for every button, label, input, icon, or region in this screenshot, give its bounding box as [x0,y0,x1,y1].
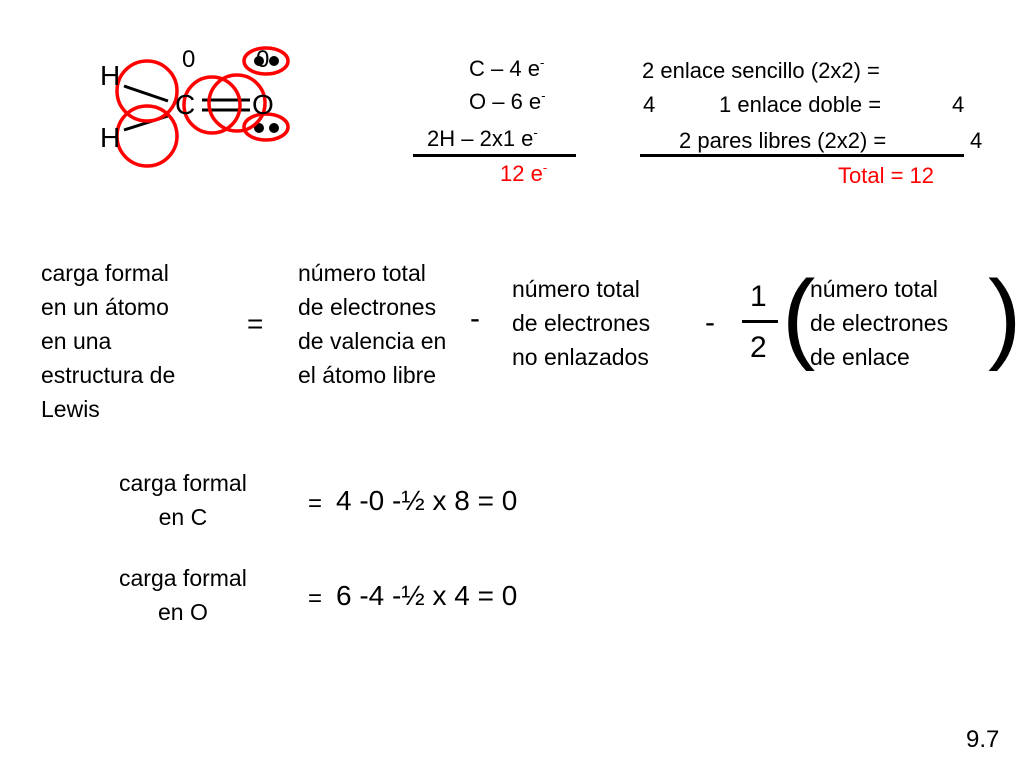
single-bonds-value: 4 [643,92,656,117]
calc-o-equals: = [308,585,323,612]
h-c-bond-top [124,86,168,101]
count-total: 12 e- [500,159,548,186]
slide-number: 9.7 [966,726,1000,753]
lone-pairs-label: 2 pares libres (2x2) = [679,128,887,153]
calc-c-equals: = [308,490,323,517]
formula-minus-1: - [470,302,480,335]
count-c: C – 4 e- [469,54,545,81]
calc-c-label: carga formal en C [119,470,247,530]
circle-h-top [117,61,177,121]
count-h: 2H – 2x1 e- [427,124,538,151]
formula-minus-2: - [705,306,715,339]
formula-equals: = [247,308,264,339]
bond-sum-line [640,154,964,157]
formula-lhs: carga formal en un átomo en una estructura de Lewis [41,260,176,422]
fraction-numerator: 1 [750,280,767,313]
formula-nonbonding-term: número total de electrones no enlazados [512,276,651,370]
bond-total: Total = 12 [838,163,935,188]
formula-valence-term: número total de electrones de valencia en el átomo libre [298,260,447,388]
count-sum-line [413,154,576,157]
single-bonds-label: 2 enlace sencillo (2x2) = [642,58,880,83]
atom-c: C [175,89,196,120]
atom-h-bottom: H [100,122,121,153]
formal-charge-o: 0 [256,46,270,73]
calc-o-label: carga formal en O [119,565,247,625]
double-bond-label: 1 enlace doble = [719,92,882,117]
atom-h-top: H [100,60,121,91]
atom-o: O [252,89,274,120]
lone-pair-bottom [254,123,279,133]
formal-charge-c: 0 [182,46,196,73]
count-o: O – 6 e- [469,87,546,114]
formula-bonding-term: número total de electrones de enlace [810,276,949,370]
fraction-denominator: 2 [750,331,767,364]
fraction-bar [742,320,778,323]
paren-open: ( [782,260,816,372]
calc-o-expression: 6 -4 -½ x 4 = 0 [336,580,518,611]
paren-close: ) [988,260,1022,372]
double-bond-value: 4 [952,92,965,117]
calc-c-expression: 4 -0 -½ x 8 = 0 [336,485,518,516]
circle-h-bottom [117,106,177,166]
lone-pairs-value: 4 [970,128,983,153]
